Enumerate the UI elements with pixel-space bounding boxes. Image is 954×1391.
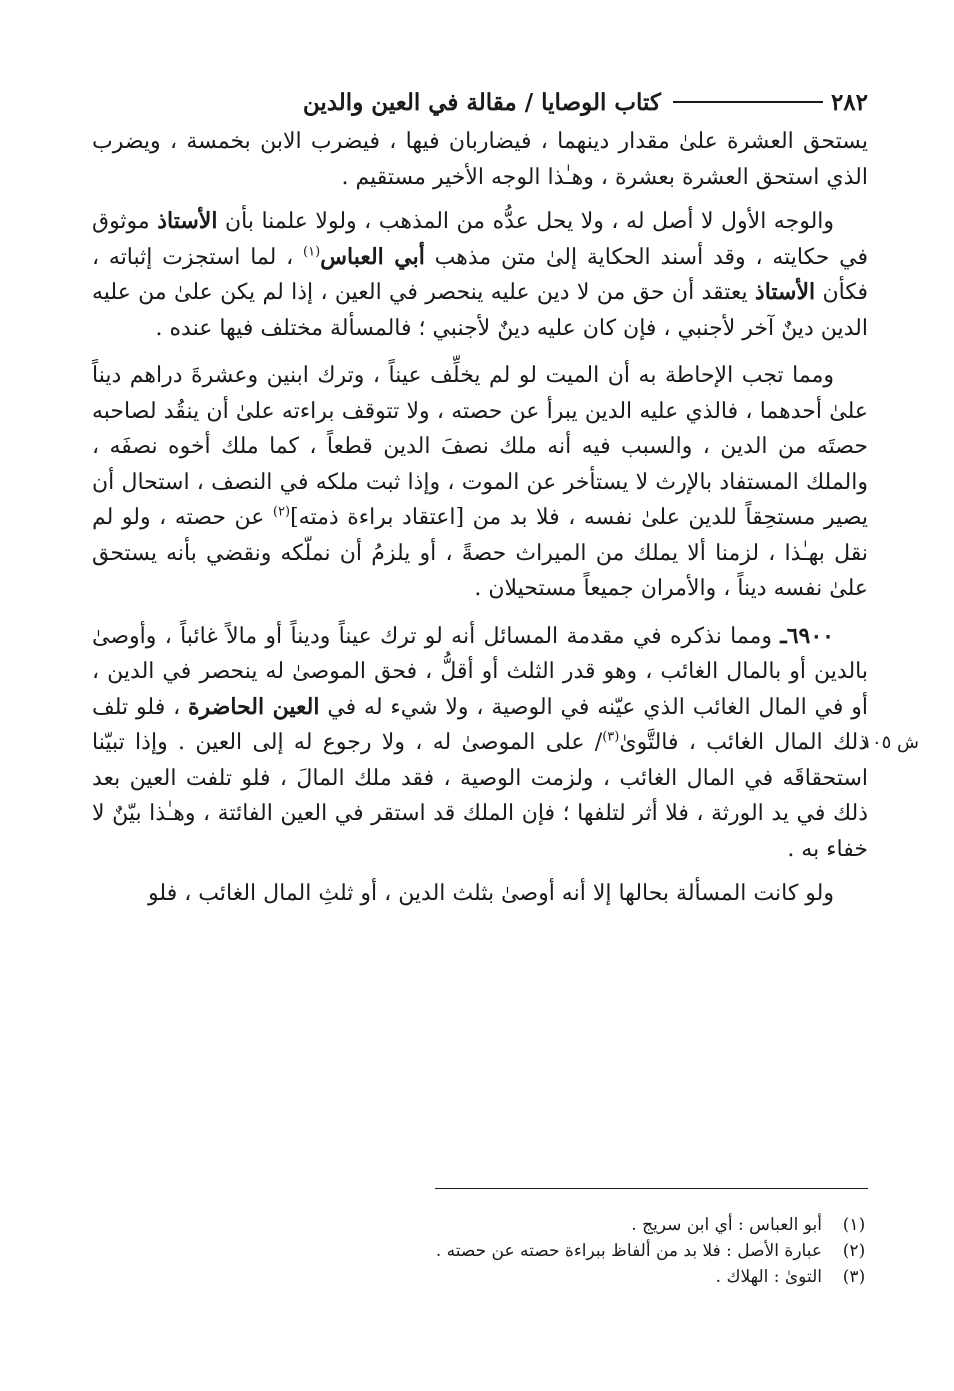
footnotes [92, 1212, 868, 1290]
footnote-ref-3: (٣) [602, 729, 620, 745]
footnote-ref-1: (١) [303, 244, 321, 260]
page-number: ٢٨٢ [830, 88, 868, 116]
running-header [92, 80, 868, 124]
margin-note: ش ١٠٥ [862, 731, 919, 753]
paragraph-3: ومما تجب الإحاطة به أن الميت لو لم يخلِّف عيناً ، وترك ابنين وعشرةَ دراهم ديناً علىٰ أحدهما ، فالذي عليه الدين يبرأ عن حصته ، ولا تتوقف براءته علىٰ أن ينقُد لصاحبه حصتَه من الدين ، والسبب فيه أنه ملك نصفَ الدين قطعاً ، كما ملك أخوه نصفَه ، والملك المستفاد بالإرث لا يستأخر عن الموت ، وإذا ثبت ملكه في النصف ، استحال أن يصير مستحِقاً للدين علىٰ نفسه ، فلا بد من [اعتقاد براءة ذمته]$^{(٢)}$ عن حصته ، ولو لم نقل بهـٰذا ، لزمنا ألا يملك من الميراث حصةً ، أو يلزمُ أن نملّكه ونقضي بأنه يستحق علىٰ نفسه ديناً ، والأمران جميعاً مستحيلان . [92, 363, 868, 601]
footnote-3: (٣) التوىٰ : الهلاك . [715, 1267, 866, 1287]
paragraph-4: ٦٩٠٠ـ ومما نذكره في مقدمة المسائل أنه لو ترك عيناً وديناً أو مالاً غائباً ، وأوصىٰ بالدين أو بالمال الغائب ، وهو قدر الثلث أو أقلُّ ، فحق الموصىٰ له ينحصر في الدين ، أو في المال الغائب الذي عيّنه في الوصية ، ولا شيء له في العين الحاضرة ، فلو تلف ذلك المال الغائب ، فالتَّوىٰ$^{(٣)}$/ على الموصىٰ له ، ولا رجوع له إلى العين . وإذا تبيّنا استحقاقَه في المال الغائب ، ولزمت الوصية ، فقد ملك المالَ ، فلو تلفت العين بعد ذلك في يد الورثة ، فلا أثر لتلفها ؛ فإن الملك قد استقر في العين الفائتة ، وهـٰذا بيّنٌ لا خفاء به . ش ١٠٥ [92, 619, 868, 868]
footnote-1: (١) أبو العباس : أي ابن سريج . [631, 1215, 866, 1235]
paragraph-2: والوجه الأول لا أصل له ، ولا يحل عدُّه من المذهب ، ولولا علمنا بأن الأستاذ موثوق في حكايته ، وقد أسند الحكاية إلىٰ متن مذهب أبي العباس$^{(١)}$ ، لما استجزت إثباته ، فكأن الأستاذ يعتقد أن حق من لا دين عليه ينحصر في العين ، إذا لم يكن علىٰ من عليه الدين دينٌ آخر لأجنبي ، فإن كان عليه دينٌ لأجنبي ؛ فالمسألة مختلف فيها عنده . [92, 208, 869, 341]
paragraph-5: ولو كانت المسألة بحالها إلا أنه أوصىٰ بثلث الدين ، أو ثلثِ المال الغائب ، فلو [148, 881, 834, 906]
body-text [92, 124, 919, 912]
paragraph-1: يستحق العشرة علىٰ مقدار دينهما ، فيضاربان فيها ، فيضرب الابن بخمسة ، ويضرب الذي استحق العشرة بعشرة ، وهـٰذا الوجه الأخير مستقيم . [92, 129, 868, 190]
header-rule [673, 101, 823, 103]
section-number: ٦٩٠٠ـ [780, 622, 834, 649]
footnote-rule [435, 1188, 868, 1189]
running-title: كتاب الوصايا / مقالة في العين والدين [302, 88, 661, 116]
page-content [92, 80, 919, 912]
footnote-2: (٢) عبارة الأصل : فلا بد من ألفاظ ببراءة حصته عن حصته . [435, 1241, 866, 1261]
footnote-ref-2: (٢) [272, 504, 291, 520]
